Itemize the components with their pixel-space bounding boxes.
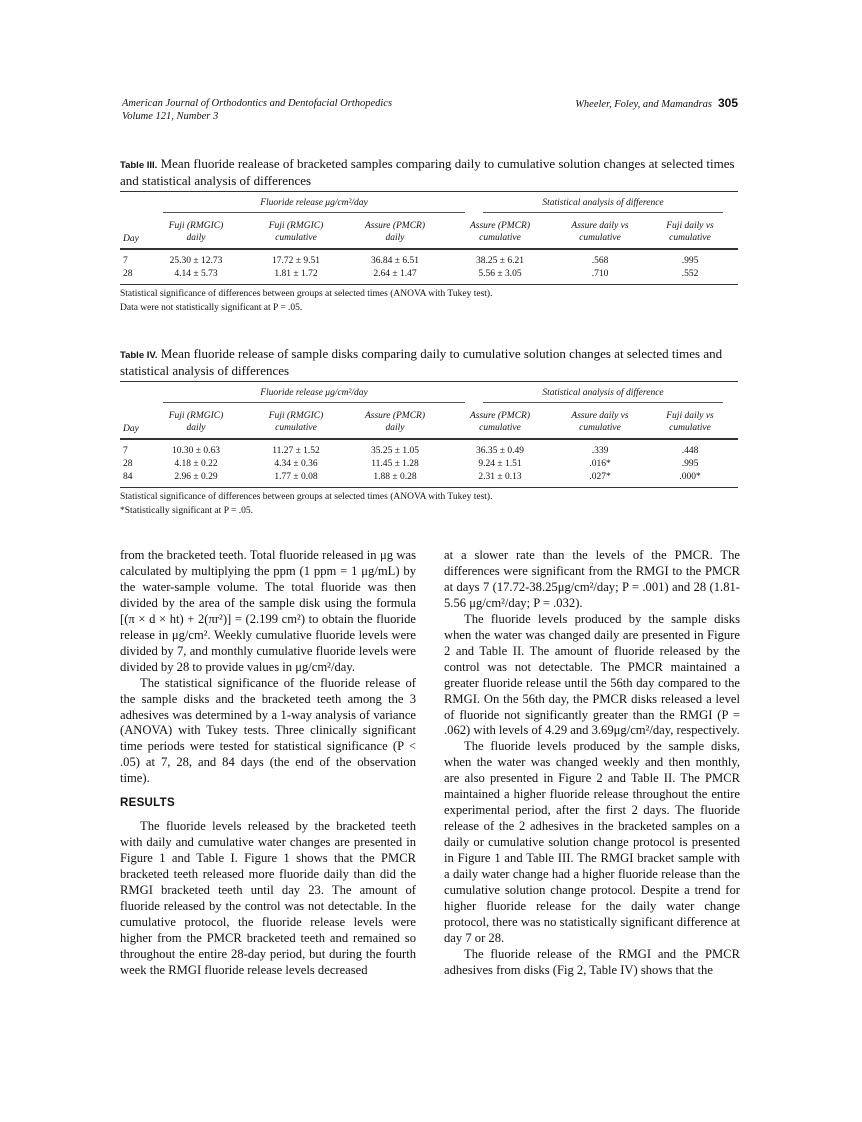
- table-bottom-rule: [120, 487, 738, 488]
- table-cell: .000*: [679, 472, 701, 482]
- table-cell: 1.81 ± 1.72: [274, 269, 318, 279]
- table-cell: 4.14 ± 5.73: [174, 269, 218, 279]
- column-header: Day: [123, 424, 139, 434]
- table-footnote: Statistical significance of differences between groups at selected times (ANOVA with Tukey test).: [120, 289, 493, 299]
- table-cell: .339: [591, 446, 609, 456]
- table-cell: 25.30 ± 12.73: [169, 256, 223, 266]
- column-header-line: cumulative: [479, 232, 521, 243]
- column-header-line: Assure daily vs: [571, 411, 629, 421]
- table-cell: 10.30 ± 0.63: [172, 446, 220, 456]
- column-group-header: Fluoride release μg/cm²/day: [260, 388, 368, 398]
- table-bottom-rule: [120, 284, 738, 285]
- row-day: 7: [123, 256, 128, 266]
- journal-volume: Volume 121, Number 3: [122, 111, 219, 122]
- table-cell: 38.25 ± 6.21: [476, 256, 524, 266]
- column-header-line: Fuji daily vs: [666, 221, 714, 231]
- paragraph: The fluoride levels released by the bracketed teeth with daily and cumulative water changes are presented in Figure 1 and Table I. Figure 1 shows that the PMCR bracketed teeth released more fluoride daily than did the RMGI bracketed teeth until day 23. The amount of fluoride released by the control was not detectable. In the cumulative protocol, the fluoride release levels were higher from the PMCR bracketed teeth and remained so throughout the entire 28-day period, but during the fourth week the RMGI fluoride release levels decreased: [120, 819, 416, 977]
- table-cell: .710: [591, 269, 609, 279]
- column-header-line: cumulative: [579, 422, 621, 433]
- table-caption: [120, 346, 738, 378]
- table-cell: 4.34 ± 0.36: [274, 459, 318, 469]
- row-day: 28: [123, 269, 133, 279]
- column-header-line: cumulative: [669, 232, 711, 243]
- column-header-line: Fuji (RMGIC): [168, 411, 224, 421]
- authors: Wheeler, Foley, and Mamandras: [575, 99, 712, 110]
- journal-name: American Journal of Orthodontics and Dentofacial Orthopedics: [122, 98, 393, 109]
- column-header-line: daily: [186, 232, 206, 243]
- paragraph: The fluoride levels produced by the sample disks, when the water was changed weekly and then monthly, are also presented in Figure 2 and Table II. The PMCR maintained a higher fluoride release throughout the entire experimental period, after the first 2 days. The fluoride release of the 2 adhesives in the bracketed samples on a daily or cumulative solution change protocol is presented in Figure 1 and Table III. The RMGI bracket sample with a daily water change had a higher fluoride release than the cumulative solution change protocol. Despite a trend for higher fluoride release for the daily water change protocol, there was no statistically significant difference at day 7 or 28.: [444, 739, 740, 945]
- column-header: [625, 411, 755, 434]
- header-rule: [120, 248, 738, 250]
- table-iv: [120, 346, 738, 521]
- table-footnote: Data were not statistically significant at P = .05.: [120, 303, 303, 313]
- running-header-left: [122, 97, 392, 123]
- table-cell: 11.45 ± 1.28: [371, 459, 419, 469]
- table-cell: 11.27 ± 1.52: [272, 446, 320, 456]
- column-header-line: Fuji daily vs: [666, 411, 714, 421]
- table-iii: [120, 156, 738, 321]
- paragraph: The statistical significance of the fluoride release of the sample disks and the bracketed teeth among the 3 adhesives was determined by a 1-way analysis of variance (ANOVA) with Tukey tests. Three clinically significant time periods were tested for statistical significance (P < .05) at 7, 28, and 84 days (the end of the observation time).: [120, 675, 416, 786]
- table-cell: .448: [681, 446, 699, 456]
- table-cell: 2.31 ± 0.13: [478, 472, 522, 482]
- table-cell: 4.18 ± 0.22: [174, 459, 218, 469]
- table-cell: 36.35 ± 0.49: [476, 446, 524, 456]
- table-cell: 2.96 ± 0.29: [174, 472, 218, 482]
- table-label: Table III.: [120, 160, 158, 171]
- table-cell: 9.24 ± 1.51: [478, 459, 522, 469]
- table-cell: .016*: [589, 459, 611, 469]
- column-header: Day: [123, 234, 139, 244]
- row-day: 84: [123, 472, 133, 482]
- running-header-right: [575, 97, 738, 111]
- column-header-line: daily: [385, 232, 405, 243]
- column-header-line: cumulative: [669, 422, 711, 433]
- column-header-line: cumulative: [275, 422, 317, 433]
- column-header-line: Assure (PMCR): [364, 411, 426, 421]
- column-group-header: Statistical analysis of difference: [542, 198, 664, 208]
- column-header: [625, 221, 755, 244]
- column-header-line: Assure (PMCR): [469, 411, 531, 421]
- table-cell: .552: [681, 269, 699, 279]
- column-header-line: daily: [385, 422, 405, 433]
- column-header-line: cumulative: [579, 232, 621, 243]
- table-title: Mean fluoride release of sample disks comparing daily to cumulative solution changes at selected times and statistical analysis of differences: [120, 346, 723, 378]
- paragraph: at a slower rate than the levels of the PMCR. The differences were significant from the RMGI to the PMCR at days 7 (17.72-38.25μg/cm²/day; P = .001) and 28 (1.81-5.56 μg/cm²/day; P = .032).: [444, 548, 740, 610]
- column-group-underline: [483, 402, 723, 403]
- table-footnote: Statistical significance of differences between groups at selected times (ANOVA with Tukey test).: [120, 492, 493, 502]
- body-column-left: [120, 548, 416, 979]
- table-cell: .995: [681, 256, 699, 266]
- column-header-line: Fuji (RMGIC): [268, 411, 324, 421]
- table-cell: 1.88 ± 0.28: [373, 472, 417, 482]
- header-rule: [120, 438, 738, 440]
- table-title: Mean fluoride realease of bracketed samples comparing daily to cumulative solution changes at selected times and statistical analysis of differences: [120, 156, 735, 188]
- table-cell: 17.72 ± 9.51: [272, 256, 320, 266]
- table-cell: 2.64 ± 1.47: [373, 269, 417, 279]
- table-label: Table IV.: [120, 350, 158, 361]
- column-group-underline: [163, 212, 465, 213]
- table-cell: 1.77 ± 0.08: [274, 472, 318, 482]
- paragraph: The fluoride levels produced by the sample disks when the water was changed daily are presented in Figure 2 and Table II. The amount of fluoride released by the control was not detectable. The PMCR maintained a greater fluoride release until the 56th day compared to the RMGI. On the 56th day, the PMCR disks released a level of fluoride not significantly greater than the RMGI (P = .062) with levels of 4.29 and 3.69μg/cm²/day, respectively.: [444, 611, 740, 738]
- column-header-line: Assure daily vs: [571, 221, 629, 231]
- table-cell: .027*: [589, 472, 611, 482]
- table-cell: 36.84 ± 6.51: [371, 256, 419, 266]
- paragraph: from the bracketed teeth. Total fluoride released in μg was calculated by multiplying the ppm (1 ppm = 1 μg/mL) by the water-sample volume. The total fluoride was then divided by the area of the sample disk using the formula [(π × d × ht) + 2(πr²)] = (2.199 cm²) to obtain the fluoride release in μg/cm². Weekly cumulative fluoride levels were divided by 7, and monthly cumulative fluoride levels were divided by 28 to provide values in μg/cm²/day.: [120, 548, 416, 674]
- column-group-underline: [163, 402, 465, 403]
- paragraph: The fluoride release of the RMGI and the PMCR adhesives from disks (Fig 2, Table IV) shows that the: [444, 946, 740, 977]
- row-day: 7: [123, 446, 128, 456]
- column-group-header: Statistical analysis of difference: [542, 388, 664, 398]
- column-header-line: Fuji (RMGIC): [268, 221, 324, 231]
- body-column-right: [444, 548, 740, 979]
- table-cell: .995: [681, 459, 699, 469]
- table-cell: 35.25 ± 1.05: [371, 446, 419, 456]
- table-caption: [120, 156, 738, 188]
- column-header-line: Fuji (RMGIC): [168, 221, 224, 231]
- table-top-rule: [120, 381, 738, 382]
- column-group-header: Fluoride release μg/cm²/day: [260, 198, 368, 208]
- table-cell: 5.56 ± 3.05: [478, 269, 522, 279]
- section-heading-results: RESULTS: [120, 797, 175, 810]
- page-number: 305: [717, 96, 738, 110]
- row-day: 28: [123, 459, 133, 469]
- column-header-line: Assure (PMCR): [364, 221, 426, 231]
- column-header-line: cumulative: [479, 422, 521, 433]
- table-top-rule: [120, 191, 738, 192]
- column-header-line: Assure (PMCR): [469, 221, 531, 231]
- column-group-underline: [483, 212, 723, 213]
- table-cell: .568: [591, 256, 609, 266]
- column-header-line: cumulative: [275, 232, 317, 243]
- column-header-line: daily: [186, 422, 206, 433]
- table-footnote: *Statistically significant at P = .05.: [120, 506, 253, 516]
